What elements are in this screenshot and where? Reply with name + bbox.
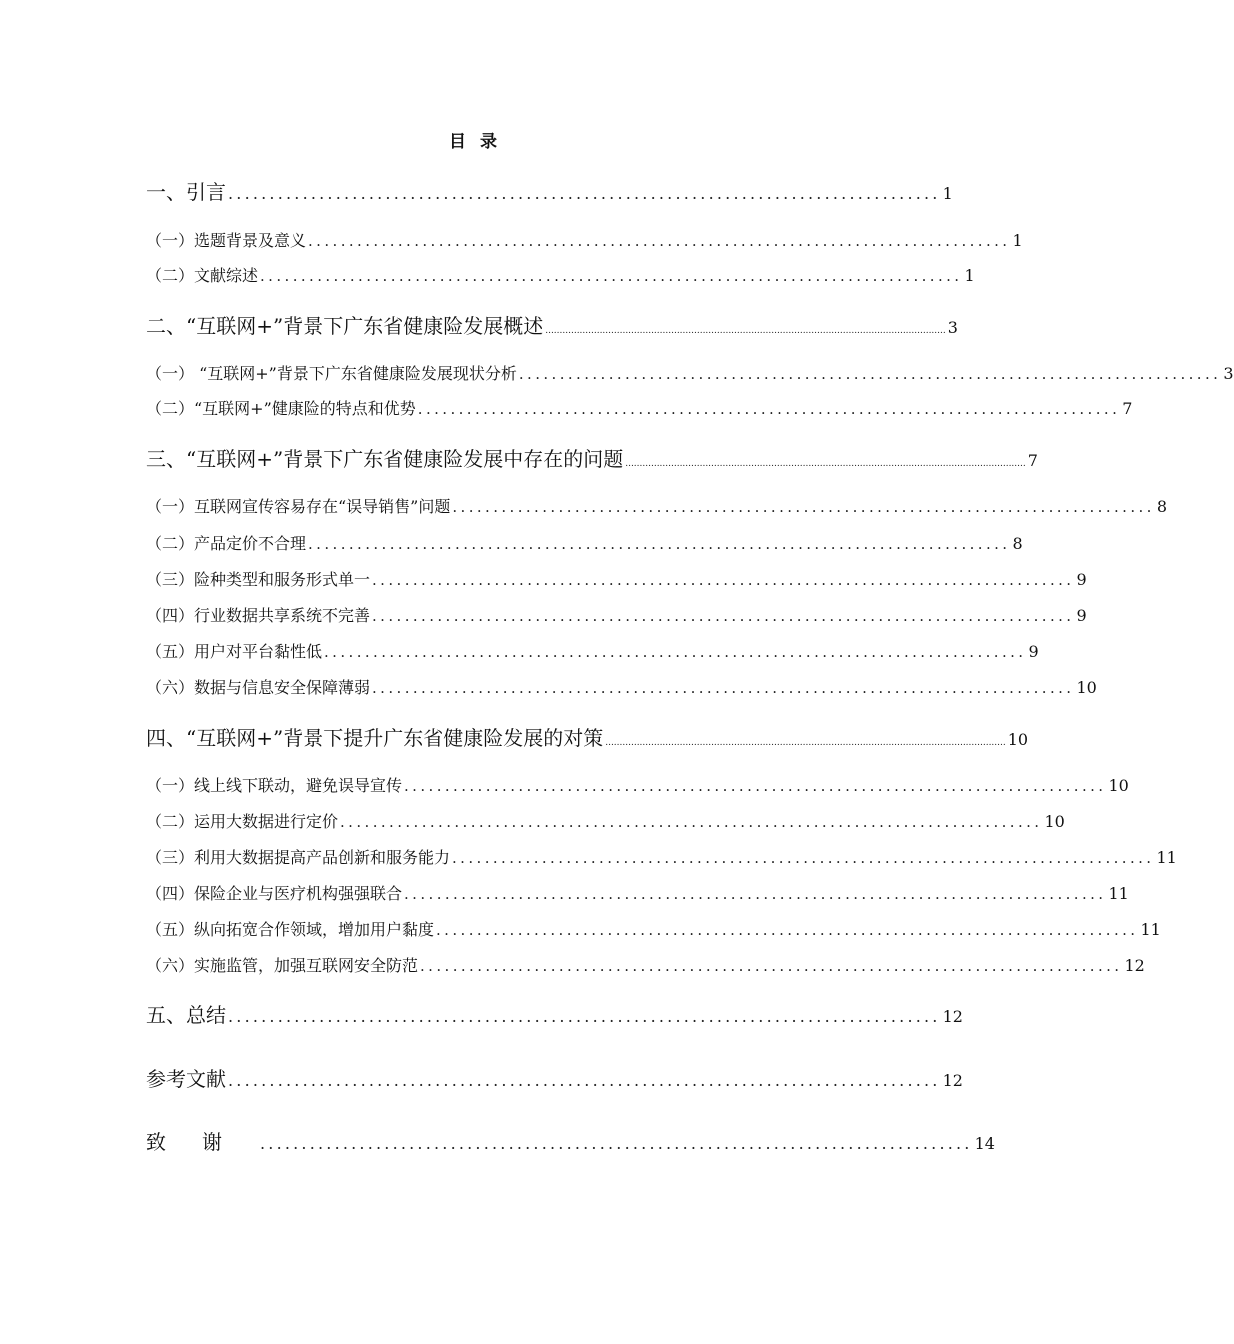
- toc-entry-label: （一）选题背景及意义: [146, 231, 307, 250]
- toc-entry-page: 10: [1108, 776, 1129, 795]
- toc-entry-label: （一）线上线下联动，避免误导宣传: [146, 776, 403, 795]
- toc-entry-page: 9: [1028, 642, 1039, 661]
- toc-entry-label: 一、引言: [146, 180, 226, 204]
- toc-entry-label: 三、“互联网+”背景下广东省健康险发展中存在的问题: [146, 447, 624, 471]
- toc-entry-page: 3: [1223, 364, 1234, 383]
- toc-entry-1-2[interactable]: [146, 263, 975, 286]
- toc-entry-page: 8: [1012, 534, 1023, 553]
- dot-leader: ......................................................................................: [436, 921, 1139, 939]
- dot-leader: ......................................................................................: [324, 643, 1027, 661]
- toc-entry-label: （二）“互联网+”健康险的特点和优势: [146, 399, 416, 418]
- dot-leader: ......................................................................................: [228, 1007, 941, 1026]
- toc-entry-2-1[interactable]: [146, 361, 1234, 384]
- dot-leader: ......................................................................................: [308, 535, 1011, 553]
- toc-entry-page: 1: [942, 184, 953, 203]
- toc-entry-label: 五、总结: [146, 1003, 226, 1027]
- toc-entry-4-5[interactable]: [146, 917, 1161, 940]
- toc-entry-label: （四）行业数据共享系统不完善: [146, 606, 371, 625]
- toc-entry-page: 8: [1156, 497, 1168, 516]
- toc-entry-label: 致谢: [146, 1130, 258, 1154]
- toc-entry-3-3[interactable]: [146, 567, 1087, 590]
- toc-entry-label: （二）产品定价不合理: [146, 534, 307, 553]
- toc-entry-label: （五）纵向拓宽合作领域，增加用户黏度: [146, 920, 435, 939]
- toc-entry-label: （六）实施监管，加强互联网安全防范: [146, 956, 419, 975]
- toc-entry-4-4[interactable]: [146, 881, 1129, 904]
- toc-entry-4-2[interactable]: [146, 809, 1065, 832]
- toc-entry-1[interactable]: [146, 176, 953, 205]
- dot-leader: ......................................................................................: [518, 365, 1222, 383]
- toc-entry-page: 7: [1027, 451, 1038, 470]
- dot-leader: ............................................................................................................................................: [545, 326, 946, 336]
- dot-leader: ......................................................................................: [404, 885, 1107, 903]
- toc-entry-4-3[interactable]: [146, 845, 1177, 868]
- toc-entry-page: 11: [1156, 848, 1177, 867]
- dot-leader: ......................................................................................: [404, 777, 1107, 795]
- dot-leader: ......................................................................................: [228, 1071, 941, 1090]
- toc-entry-2[interactable]: [146, 310, 958, 339]
- dot-leader: ............................................................................................................................................: [605, 738, 1006, 748]
- toc-entry-label: 四、“互联网+”背景下提升广东省健康险发展的对策: [146, 726, 604, 750]
- toc-entry-acknowledgements[interactable]: [146, 1126, 995, 1155]
- dot-leader: ......................................................................................: [420, 957, 1123, 975]
- dot-leader: ............................................................................................................................................: [625, 459, 1026, 469]
- toc-entry-label: （四）保险企业与医疗机构强强联合: [146, 884, 403, 903]
- toc-entry-page: 10: [1044, 812, 1065, 831]
- dot-leader: ......................................................................................: [372, 607, 1075, 625]
- dot-leader: ......................................................................................: [417, 400, 1121, 418]
- dot-leader: ......................................................................................: [308, 232, 1011, 250]
- dot-leader: ......................................................................................: [372, 571, 1075, 589]
- toc-entry-page: 12: [942, 1007, 963, 1026]
- toc-entry-references[interactable]: [146, 1063, 963, 1092]
- toc-entry-4[interactable]: [146, 722, 1029, 751]
- toc-entry-4-1[interactable]: [146, 773, 1129, 796]
- toc-entry-label: （一）互联网宣传容易存在“误导销售”问题: [146, 497, 451, 516]
- toc-entry-page: 9: [1076, 570, 1087, 589]
- toc-entry-1-1[interactable]: [146, 228, 1023, 251]
- dot-leader: ......................................................................................: [372, 679, 1075, 697]
- toc-entry-label: （二）文献综述: [146, 266, 259, 285]
- dot-leader: ......................................................................................: [228, 184, 941, 203]
- toc-entry-label: 二、“互联网+”背景下广东省健康险发展概述: [146, 314, 544, 338]
- toc-entry-label: （二）运用大数据进行定价: [146, 812, 339, 831]
- toc-entry-page: 10: [1076, 678, 1097, 697]
- dot-leader: ......................................................................................: [452, 849, 1155, 867]
- toc-entry-label: （六）数据与信息安全保障薄弱: [146, 678, 371, 697]
- toc-entry-page: 11: [1140, 920, 1161, 939]
- toc-entry-3-1[interactable]: [146, 494, 1168, 517]
- toc-entry-page: 10: [1007, 730, 1029, 749]
- dot-leader: ......................................................................................: [260, 267, 963, 285]
- toc-entry-3-5[interactable]: [146, 639, 1039, 662]
- toc-entry-3-2[interactable]: [146, 531, 1023, 554]
- toc-entry-page: 12: [942, 1071, 963, 1090]
- toc-entry-page: 9: [1076, 606, 1087, 625]
- toc-entry-3-6[interactable]: [146, 675, 1097, 698]
- dot-leader: ......................................................................................: [452, 498, 1155, 516]
- toc-title: 目 录: [449, 132, 501, 152]
- toc-entry-3[interactable]: [146, 443, 1038, 472]
- toc-entry-page: 12: [1124, 956, 1145, 975]
- toc-entry-label: （五）用户对平台黏性低: [146, 642, 323, 661]
- toc-entry-label: （三）利用大数据提高产品创新和服务能力: [146, 848, 451, 867]
- dot-leader: ......................................................................................: [260, 1134, 973, 1153]
- toc-entry-page: 14: [974, 1134, 995, 1153]
- toc-entry-5[interactable]: [146, 999, 963, 1028]
- toc-entry-2-2[interactable]: [146, 396, 1133, 419]
- toc-entry-label: （一） “互联网+”背景下广东省健康险发展现状分析: [146, 364, 517, 383]
- toc-entry-page: 7: [1122, 399, 1133, 418]
- toc-entry-page: 1: [964, 266, 975, 285]
- toc-entry-label: 参考文献: [146, 1067, 226, 1091]
- toc-entry-label: （三）险种类型和服务形式单一: [146, 570, 371, 589]
- toc-entry-page: 3: [947, 318, 958, 337]
- toc-entry-page: 1: [1012, 231, 1023, 250]
- toc-entry-page: 11: [1108, 884, 1129, 903]
- toc-entry-4-6[interactable]: [146, 953, 1145, 976]
- dot-leader: ......................................................................................: [340, 813, 1043, 831]
- toc-entry-3-4[interactable]: [146, 603, 1087, 626]
